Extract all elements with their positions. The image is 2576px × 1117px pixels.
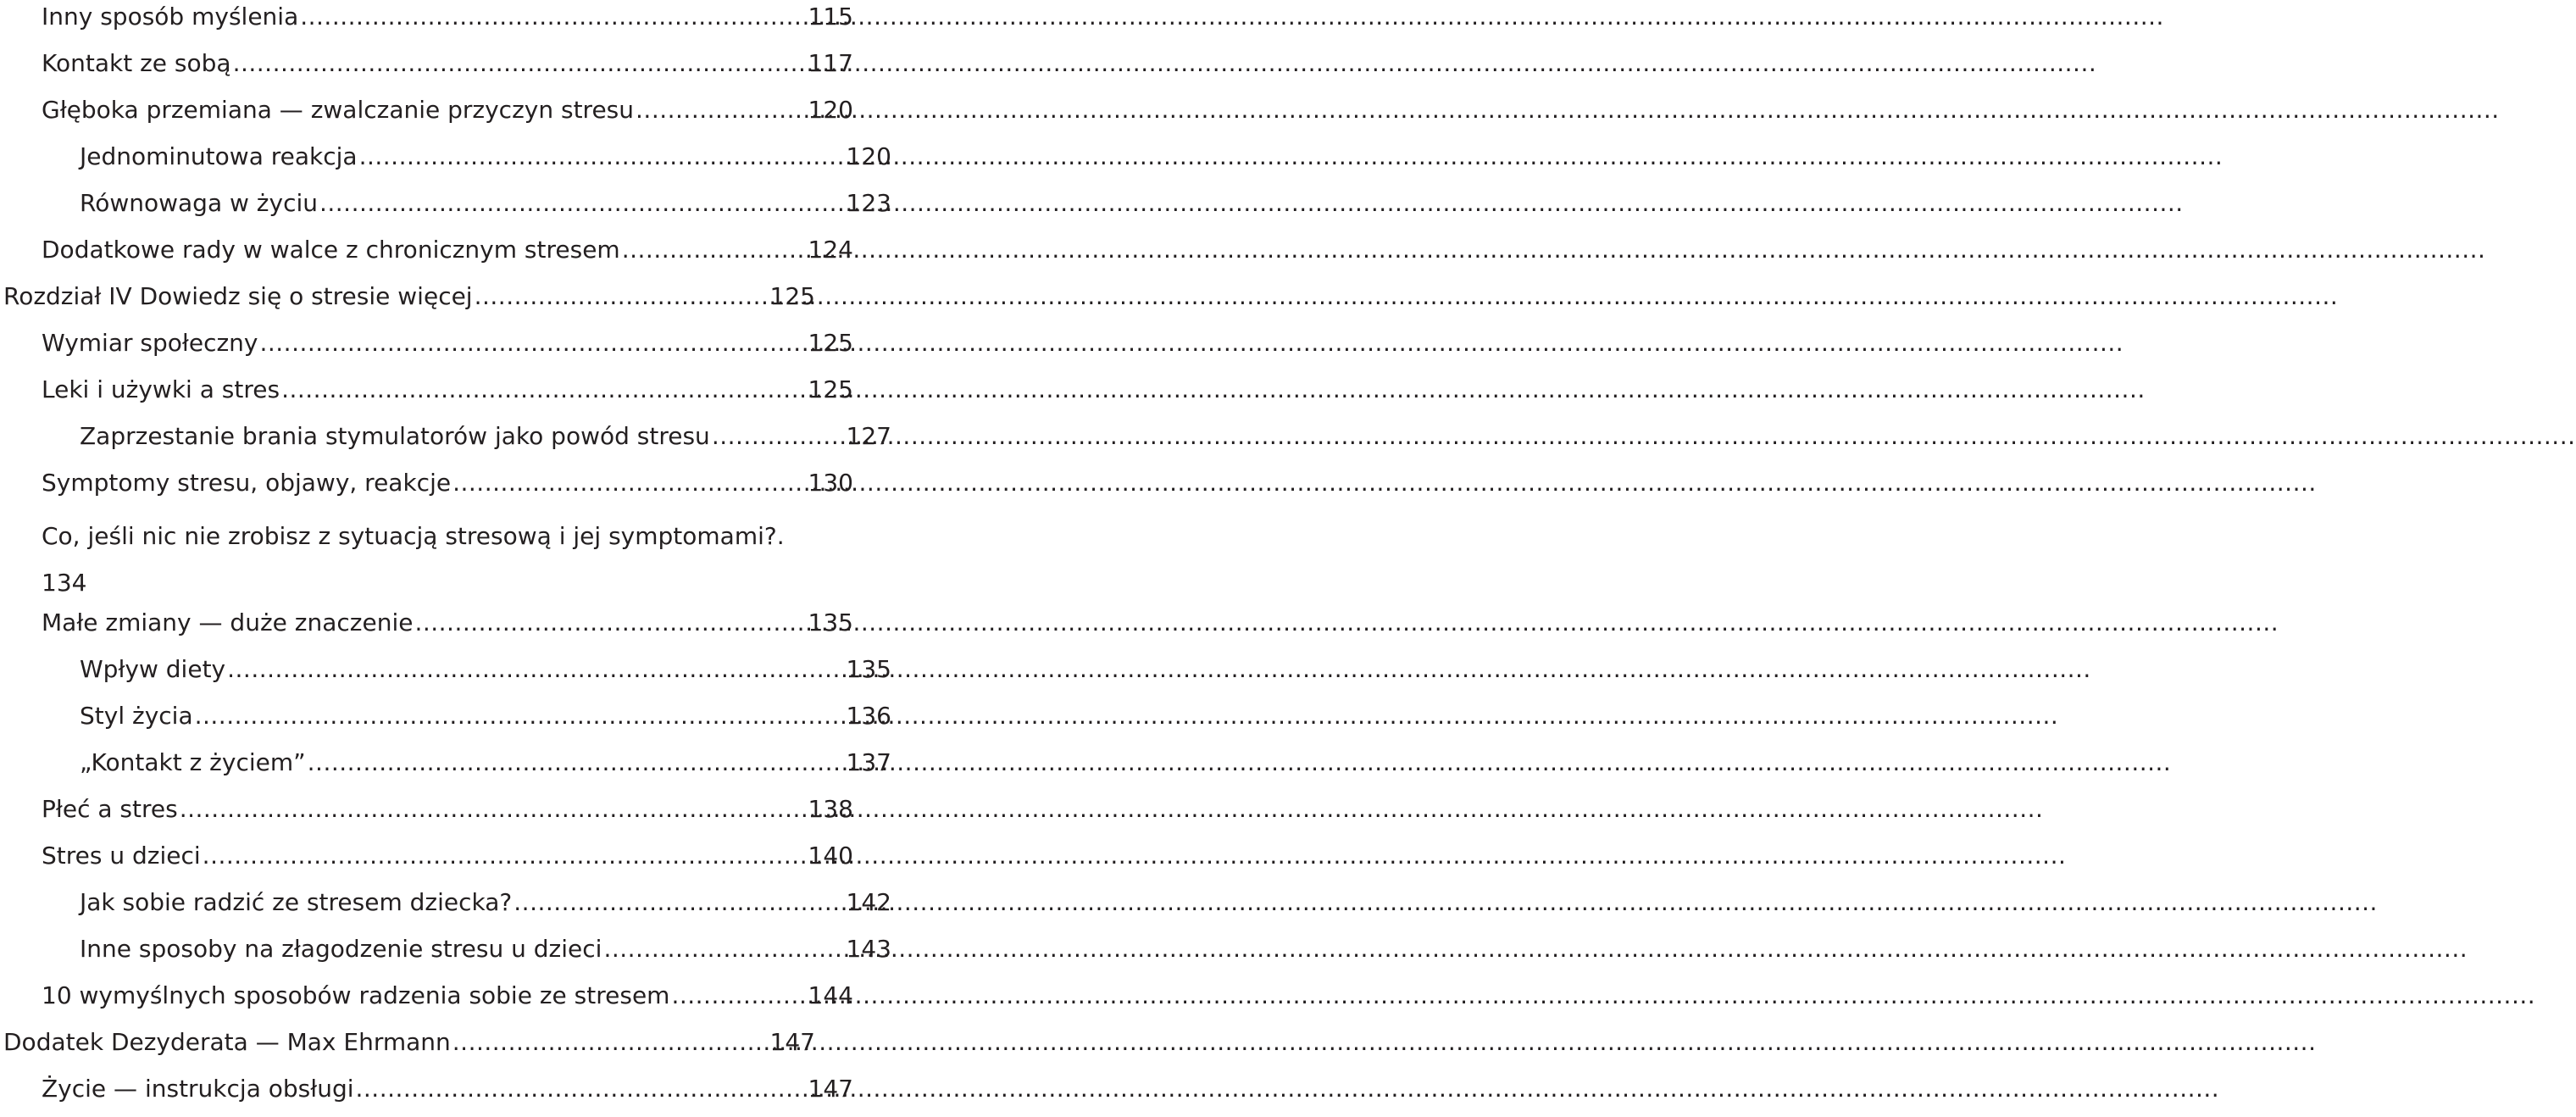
toc-entry — [0, 466, 853, 500]
toc-entry-title: Małe zmiany — duże znaczenie — [42, 609, 414, 636]
toc-entry-title: Kontakt ze sobą — [42, 49, 231, 77]
toc-entry — [0, 1072, 853, 1106]
dot-leader — [300, 0, 804, 34]
dot-leader — [452, 466, 804, 500]
toc-entry — [0, 93, 853, 127]
toc-entry-title: Dodatkowe rady w walce z chronicznym stresem — [42, 236, 620, 264]
toc-entry — [0, 280, 815, 314]
toc-entry-page: 124 — [808, 236, 853, 264]
toc-entry-title: Rozdział IV Dowiedz się o stresie więcej — [3, 282, 473, 310]
toc-entry-title: Jak sobie radzić ze stresem dziecka? — [80, 888, 513, 916]
toc-entry-page: 140 — [808, 842, 853, 870]
dot-leader — [475, 280, 767, 314]
dot-leader — [671, 979, 804, 1013]
toc-entry-page: 120 — [808, 96, 853, 124]
toc-entry-title: Wymiar społeczny — [42, 329, 258, 357]
toc-entry-title: 10 wymyślnych sposobów radzenia sobie ze stresem — [42, 981, 670, 1009]
dot-leader — [308, 746, 843, 780]
toc-entry-page: 127 — [846, 422, 891, 450]
toc-entry — [0, 326, 853, 360]
toc-entry-title: Dodatek Dezyderata — Max Ehrmann — [3, 1028, 451, 1056]
toc-entry — [0, 1025, 815, 1059]
toc-entry — [0, 699, 891, 733]
toc-entry-page: 117 — [808, 49, 853, 77]
toc-entry — [0, 979, 853, 1013]
toc-entry-title: Co, jeśli nic nie zrobisz z sytuacją stresową i jej symptomami? — [42, 522, 777, 550]
toc-entry-page: 136 — [846, 702, 891, 730]
dot-leader — [195, 699, 843, 733]
toc-entry-page: 134 — [42, 569, 87, 597]
toc-entry-title: Inny sposób myślenia — [42, 3, 299, 31]
toc-entry — [0, 886, 891, 920]
dot-leader — [603, 932, 842, 966]
dot-leader — [259, 326, 804, 360]
toc-entry-title: Głęboka przemiana — zwalczanie przyczyn stresu — [42, 96, 635, 124]
toc-entry-page: 115 — [808, 3, 853, 31]
toc-entry — [0, 0, 853, 34]
toc-entry-page: 120 — [846, 142, 891, 170]
toc-entry — [0, 746, 891, 780]
toc-entry-title: Leki i używki a stres — [42, 375, 280, 403]
toc-entry-page: 125 — [808, 329, 853, 357]
toc-entry — [0, 606, 853, 640]
toc-entry — [0, 932, 891, 966]
toc-entry-page: 142 — [846, 888, 891, 916]
dot-leader — [203, 839, 805, 873]
dot-leader — [712, 420, 843, 453]
toc-entry-title: Inne sposoby na złagodzenie stresu u dzieci — [80, 935, 602, 963]
dot-leader — [227, 653, 842, 686]
toc-entry-title: Równowaga w życiu — [80, 189, 318, 217]
dot-leader — [514, 886, 842, 920]
toc-entry-page: 143 — [846, 935, 891, 963]
toc-entry — [0, 653, 891, 686]
toc-entry-page: 147 — [769, 1028, 815, 1056]
dot-leader — [622, 233, 805, 267]
toc-entry-title: Zaprzestanie brania stymulatorów jako powód stresu — [80, 422, 710, 450]
toc-entry — [0, 839, 853, 873]
toc-entry-page: 135 — [808, 609, 853, 636]
toc-entry-title: Jednominutowa reakcja — [80, 142, 358, 170]
dot-leader — [414, 606, 804, 640]
dot-leader — [180, 792, 805, 826]
toc-entry — [0, 420, 891, 453]
toc-entry-title: Stres u dzieci — [42, 842, 201, 870]
toc-entry — [0, 186, 891, 220]
toc-entry — [0, 513, 853, 606]
toc-entry-title: „Kontakt z życiem” — [80, 748, 306, 776]
toc-entry — [0, 233, 853, 267]
toc-entry-title: Styl życia — [80, 702, 193, 730]
toc-entry-page: 130 — [808, 469, 853, 497]
toc-entry-page: 123 — [846, 189, 891, 217]
toc-entry-title: Symptomy stresu, objawy, reakcje — [42, 469, 452, 497]
toc-entry-title: Wpływ diety — [80, 655, 226, 683]
toc-entry — [0, 792, 853, 826]
toc-entry-page: 137 — [846, 748, 891, 776]
toc-entry-title-line: Co, jeśli nic nie zrobisz z sytuacją stresową i jej symptomami?. — [42, 522, 785, 550]
toc-entry-page: 135 — [846, 655, 891, 683]
toc-entry-page: 125 — [769, 282, 815, 310]
toc-entry — [0, 373, 853, 407]
toc-entry — [0, 140, 891, 174]
dot-leader — [233, 47, 805, 81]
toc-entry-title: Życie — instrukcja obsługi — [42, 1075, 354, 1103]
dot-leader — [452, 1025, 767, 1059]
toc-entry-page: 125 — [808, 375, 853, 403]
toc-entry-page: 144 — [808, 981, 853, 1009]
toc-entry-title: Płeć a stres — [42, 795, 178, 823]
toc-entry-page: 147 — [808, 1075, 853, 1103]
dot-leader — [281, 373, 804, 407]
toc-entry-page: 138 — [808, 795, 853, 823]
dot-leader — [636, 93, 805, 127]
dot-leader — [356, 1072, 805, 1106]
toc-entry — [0, 47, 853, 81]
dot-leader — [319, 186, 843, 220]
dot-leader — [359, 140, 843, 174]
